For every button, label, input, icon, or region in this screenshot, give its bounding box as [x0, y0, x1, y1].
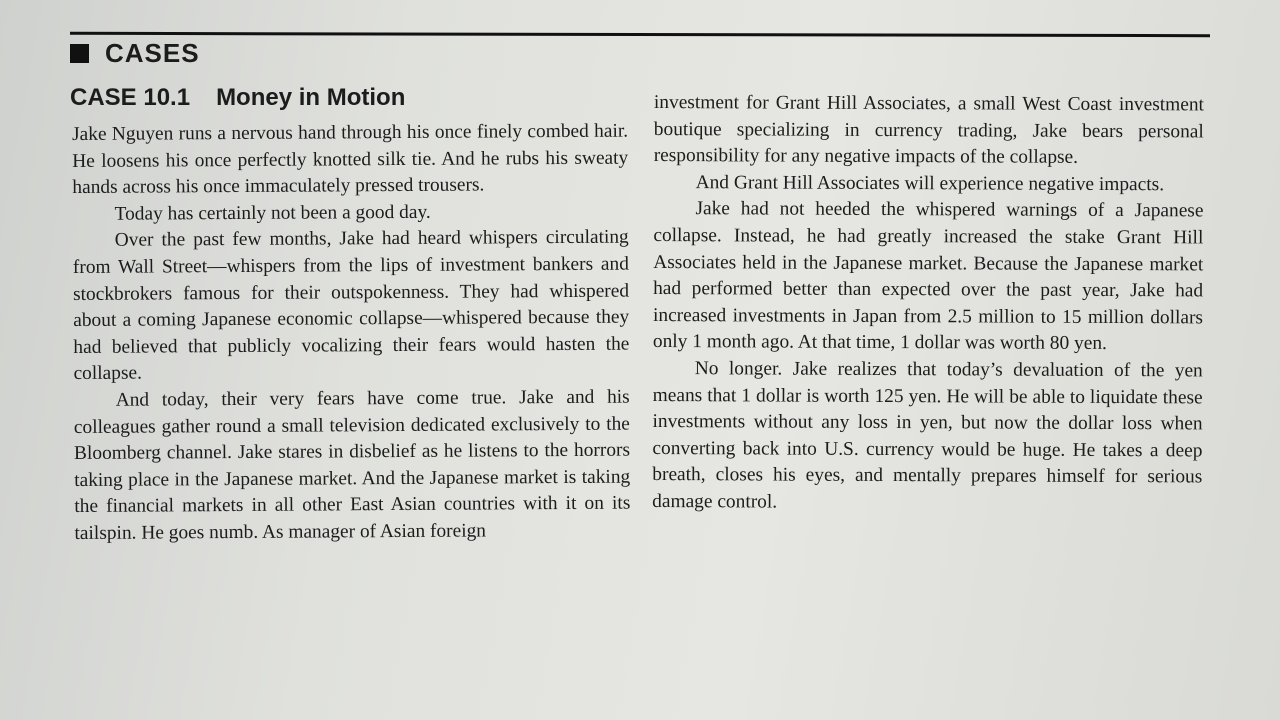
- paragraph: And today, their very fears have come true. Jake and his colleagues gather round a small television dedicated exclusively to the Bloomberg channel. Jake stares in disbelief as he listens to the horrors taking place in the Japanese market. And the Japanese market is taking the financial markets in all other East Asian countries with it on its tailspin. He goes numb. As manager of Asian foreign: [73, 386, 631, 544]
- case-name: Money in Motion: [216, 84, 406, 111]
- paragraph: Jake had not heeded the whispered warnings of a Japanese collapse. Instead, he had greatly increased the stake Grant Hill Associates held in the Japanese market. Because the Japanese market had performed better than expected over the past year, Jake had increased investments in Japan from 2.5 million to 15 million dollars only 1 month ago. At that time, 1 dollar was worth 80 yen.: [652, 198, 1204, 355]
- paragraph: And Grant Hill Associates will experience negative impacts.: [695, 171, 1165, 196]
- paragraph: investment for Grant Hill Associates, a small West Coast investment boutique specializing in currency trading, Jake bears personal responsibility for any negative impacts of the collapse.: [653, 91, 1204, 169]
- section-heading: [70, 38, 200, 69]
- paragraph: No longer. Jake realizes that today’s devaluation of the yen means that 1 dollar is worth 125 yen. He will be able to liquidate these investments without any loss in yen, but now the dollar loss when converting back into U.S. currency would be huge. He takes a deep breath, closes his eyes, and mentally prepares himself for serious damage control.: [652, 358, 1203, 513]
- case-title: [70, 84, 405, 112]
- paragraph: Jake Nguyen runs a nervous hand through his once finely combed hair. He loosens his once perfectly knotted silk tie. And he rubs his sweaty hands across his once immaculately pressed trousers.: [72, 120, 629, 199]
- paragraph: Today has certainly not been a good day.: [114, 201, 431, 225]
- left-text-column: [72, 119, 631, 548]
- paragraph: Over the past few months, Jake had heard whispers circulating from Wall Street—whispers from the lips of investment bankers and stockbrokers famous for their outspokenness. They had whispered about a coming Japanese economic collapse—whispered because they had believed that publicly vocalizing their fears would hasten the collapse.: [72, 226, 630, 385]
- right-text-column: [652, 90, 1204, 518]
- section-rule: [70, 32, 1210, 37]
- square-bullet-icon: [70, 44, 89, 63]
- section-title: CASES: [105, 38, 200, 68]
- case-number: CASE 10.1: [70, 84, 191, 111]
